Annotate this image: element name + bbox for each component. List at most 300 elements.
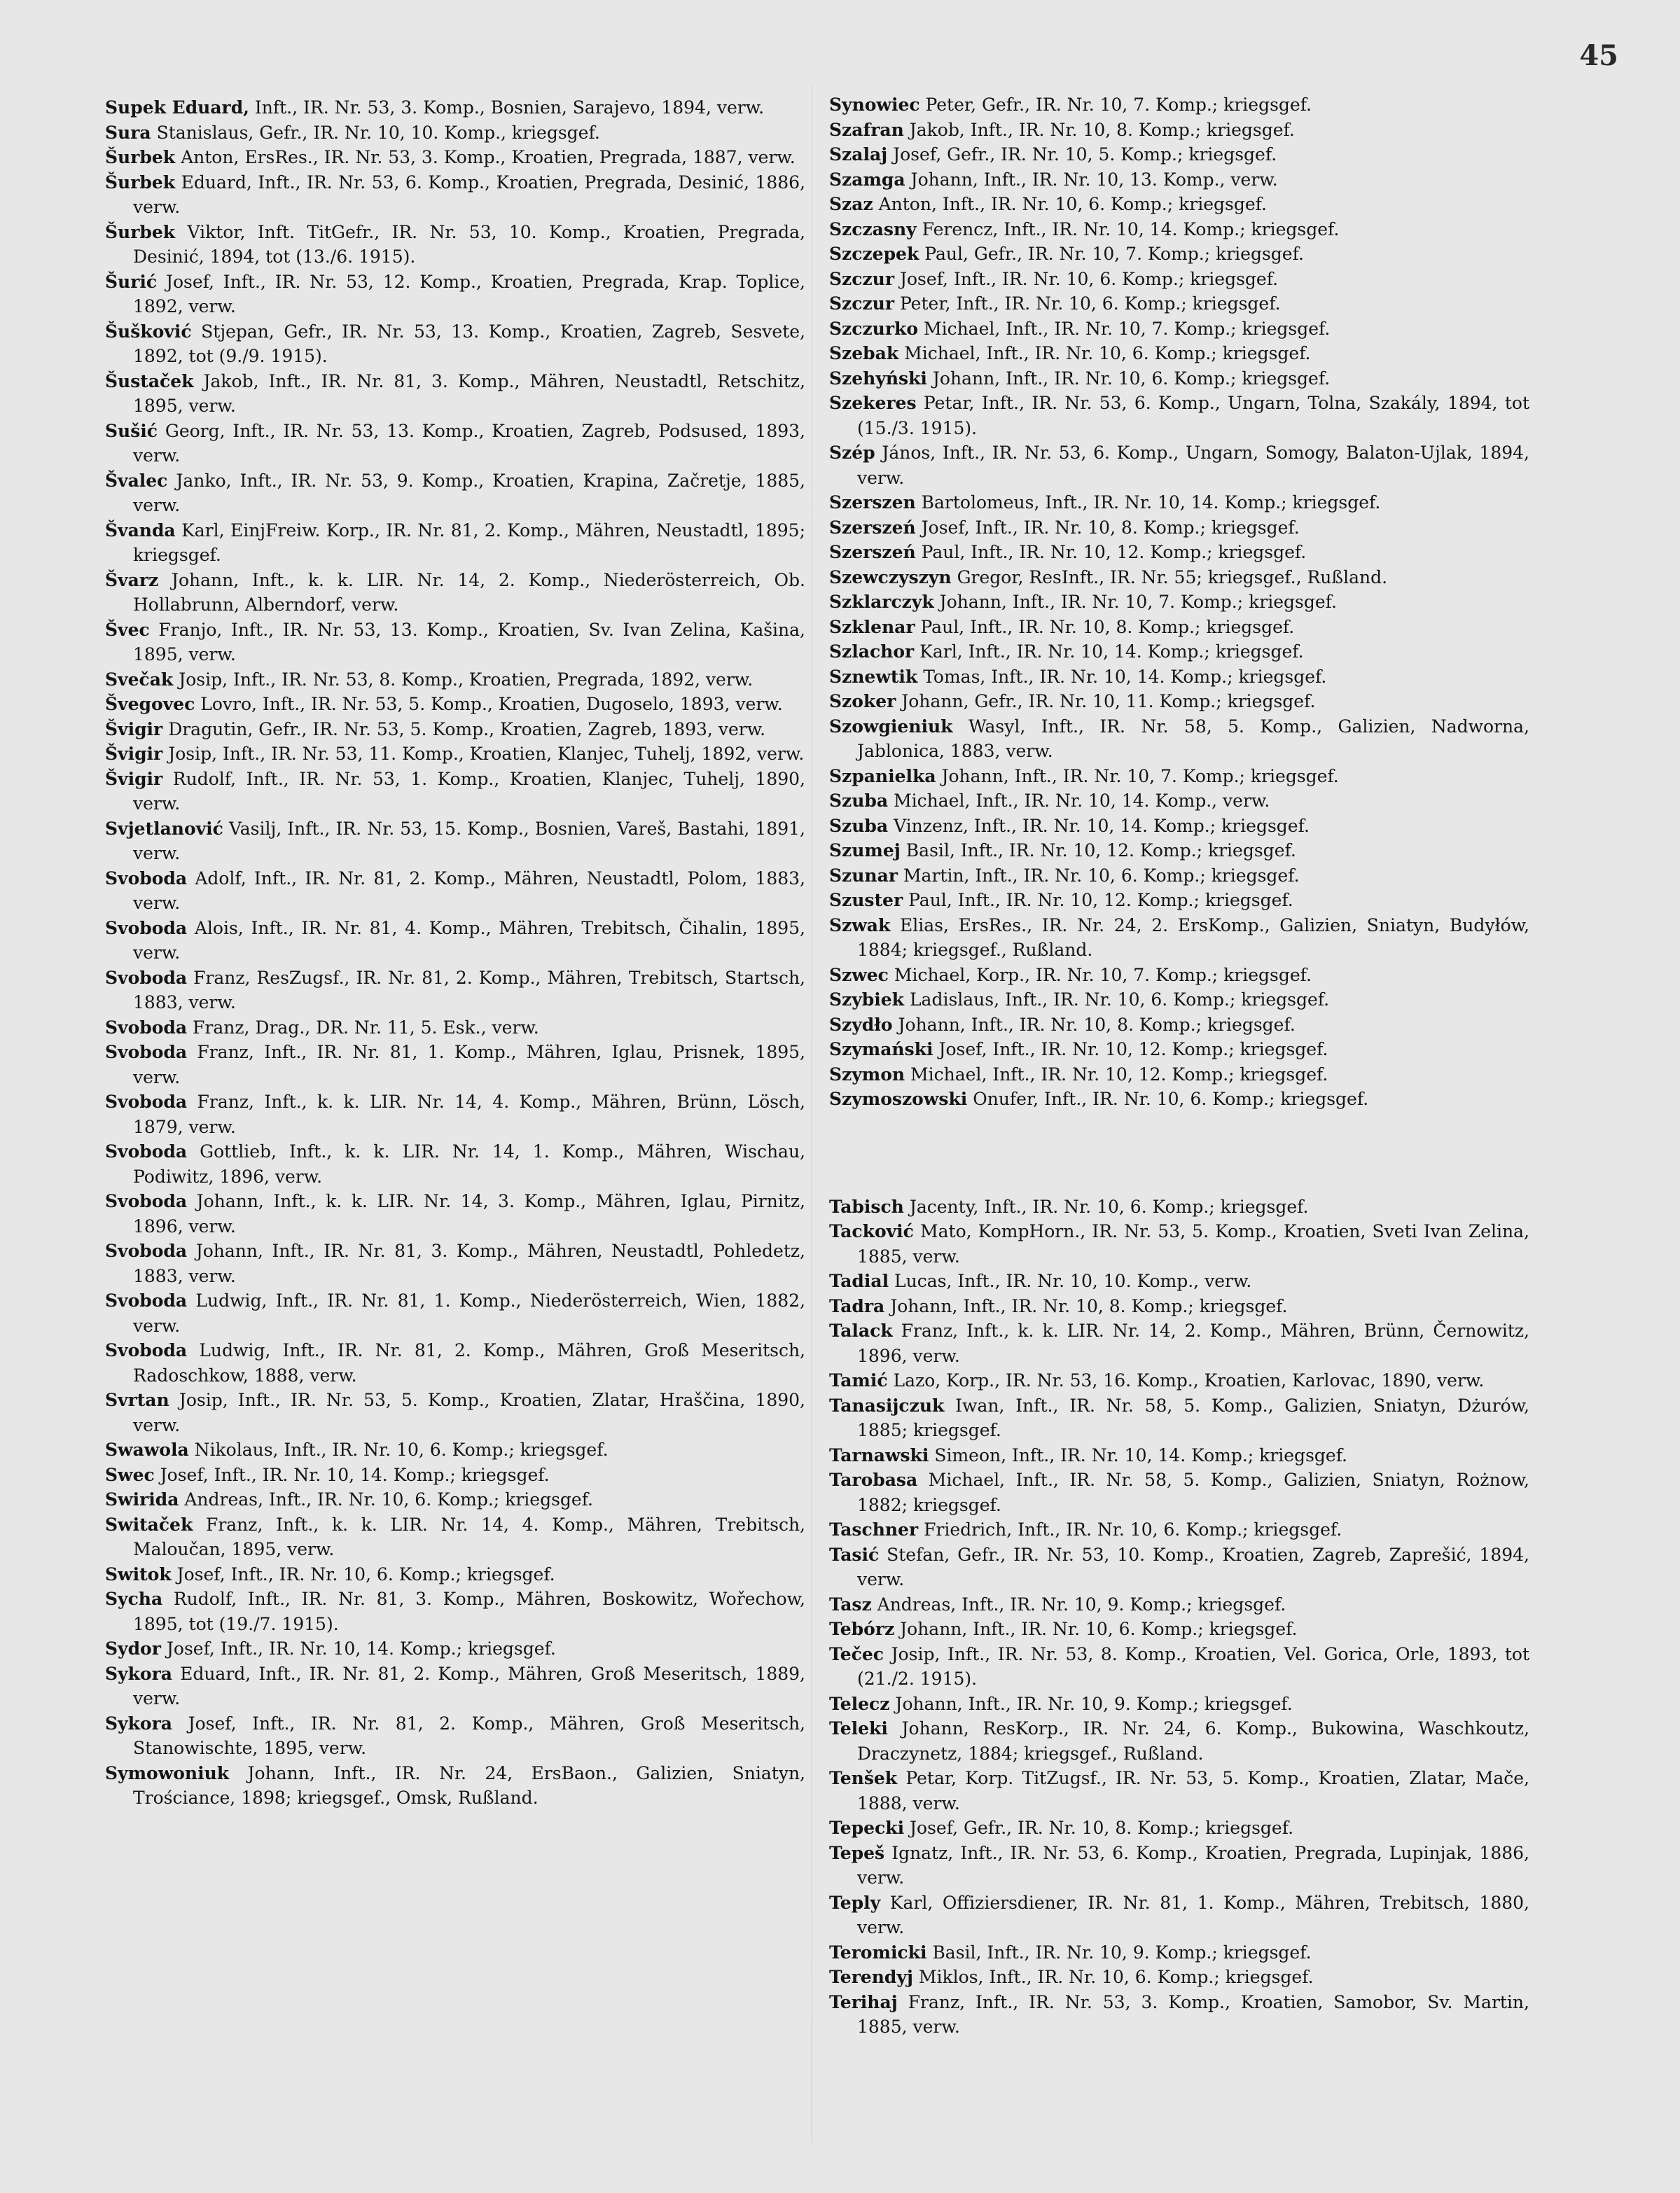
entry-surname: Švalec — [105, 470, 168, 491]
entry-surname: Supek Eduard, — [105, 97, 249, 118]
entry-surname: Szwec — [829, 964, 889, 985]
entry-details: Janko, Inft., IR. Nr. 53, 9. Komp., Kroatien, Krapina, Začretje, 1885, verw. — [133, 470, 805, 515]
list-entry — [829, 987, 1529, 1012]
list-entry — [829, 291, 1529, 316]
entry-surname: Sznewtik — [829, 666, 918, 687]
entry-details: Paul, Gefr., IR. Nr. 10, 7. Komp.; kriegsgef. — [924, 244, 1304, 264]
entry-details: Josip, Inft., IR. Nr. 53, 5. Komp., Kroatien, Zlatar, Hraščina, 1890, verw. — [133, 1390, 805, 1435]
entry-details: Jakob, Inft., IR. Nr. 81, 3. Komp., Mähren, Neustadtl, Retschitz, 1895, verw. — [133, 370, 805, 416]
entry-surname: Swirida — [105, 1489, 179, 1510]
entry-surname: Šušković — [105, 321, 192, 342]
entry-surname: Switok — [105, 1564, 172, 1585]
entry-surname: Szamga — [829, 169, 905, 190]
entry-details: Eduard, Inft., IR. Nr. 81, 2. Komp., Mähren, Groß Meseritsch, 1889, verw. — [133, 1663, 805, 1708]
entry-details: Nikolaus, Inft., IR. Nr. 10, 6. Komp.; kriegsgef. — [194, 1440, 609, 1460]
entry-surname: Szerszeń — [829, 517, 916, 538]
list-entry — [829, 267, 1529, 292]
section-spacer — [829, 1112, 1529, 1195]
entry-details: Simeon, Inft., IR. Nr. 10, 14. Komp.; kriegsgef. — [934, 1444, 1348, 1466]
list-entry — [829, 1468, 1529, 1517]
entry-details: Inft., IR. Nr. 53, 3. Komp., Bosnien, Sarajevo, 1894, verw. — [254, 97, 765, 118]
list-entry — [105, 1636, 805, 1662]
entry-surname: Svoboda — [105, 1092, 188, 1112]
entry-surname: Szuster — [829, 890, 903, 910]
entry-details: Josef, Inft., IR. Nr. 10, 8. Komp.; kriegsgef. — [921, 517, 1300, 538]
list-entry — [829, 1517, 1529, 1543]
entry-details: Jakob, Inft., IR. Nr. 10, 8. Komp.; kriegsgef. — [909, 119, 1295, 140]
entry-details: Josip, Inft., IR. Nr. 53, 8. Komp., Kroatien, Pregrada, 1892, verw. — [179, 669, 754, 690]
entry-details: Elias, ErsRes., IR. Nr. 24, 2. ErsKomp., Galizien, Sniatyn, Budyłów, 1884; kriegsgef., Rußland. — [857, 914, 1529, 960]
list-entry — [829, 1219, 1529, 1269]
list-entry — [829, 217, 1529, 242]
list-entry — [829, 1592, 1529, 1617]
list-entry — [829, 1990, 1529, 2040]
entry-details: Jacenty, Inft., IR. Nr. 10, 6. Komp.; kriegsgef. — [909, 1196, 1309, 1217]
list-entry — [105, 866, 805, 916]
entry-surname: Sykora — [105, 1663, 172, 1684]
entry-details: Michael, Korp., IR. Nr. 10, 7. Komp.; kriegsgef. — [894, 964, 1312, 985]
entry-details: Friedrich, Inft., IR. Nr. 10, 6. Komp.; kriegsgef. — [924, 1519, 1342, 1540]
entry-details: Josef, Inft., IR. Nr. 10, 6. Komp.; kriegsgef. — [176, 1564, 555, 1585]
entry-details: Johann, Inft., IR. Nr. 10, 9. Komp.; kriegsgef. — [895, 1693, 1293, 1714]
entry-details: Martin, Inft., IR. Nr. 10, 6. Komp.; kriegsgef. — [903, 865, 1300, 886]
entry-details: Franz, Inft., k. k. LIR. Nr. 14, 2. Komp., Mähren, Brünn, Černowitz, 1896, verw. — [857, 1321, 1529, 1366]
entry-surname: Šurbek — [105, 172, 176, 193]
entry-surname: Szekeres — [829, 393, 917, 413]
entry-surname: Szymoszowski — [829, 1089, 968, 1109]
left-column — [105, 95, 805, 1811]
entry-details: Stjepan, Gefr., IR. Nr. 53, 13. Komp., Kroatien, Zagreb, Sesvete, 1892, tot (9./9. 1915). — [133, 321, 805, 366]
entry-surname: Sura — [105, 122, 151, 143]
entry-details: Eduard, Inft., IR. Nr. 53, 6. Komp., Kroatien, Pregrada, Desinić, 1886, verw. — [133, 172, 805, 217]
entry-details: Ladislaus, Inft., IR. Nr. 10, 6. Komp.; kriegsgef. — [909, 989, 1330, 1010]
list-entry — [829, 440, 1529, 490]
list-entry — [829, 540, 1529, 565]
list-entry — [829, 1037, 1529, 1062]
entry-surname: Szafran — [829, 119, 904, 140]
list-entry — [105, 518, 805, 568]
entry-details: Petar, Korp. TitZugsf., IR. Nr. 53, 5. Komp., Kroatien, Zlatar, Mače, 1888, verw. — [857, 1768, 1529, 1813]
entry-surname: Sykora — [105, 1713, 172, 1734]
entry-details: Michael, Inft., IR. Nr. 10, 14. Komp., verw. — [894, 791, 1270, 811]
list-entry — [829, 1368, 1529, 1393]
entry-surname: Tacković — [829, 1221, 914, 1241]
list-entry — [105, 170, 805, 220]
list-entry — [829, 1318, 1529, 1368]
entry-surname: Švarz — [105, 569, 159, 590]
entry-surname: Szaz — [829, 194, 873, 214]
entry-surname: Svoboda — [105, 1042, 188, 1062]
list-entry — [829, 515, 1529, 541]
entry-details: Franz, Inft., k. k. LIR. Nr. 14, 4. Komp., Mähren, Trebitsch, Maloučan, 1895, verw. — [133, 1514, 805, 1559]
entry-surname: Szerszen — [829, 492, 916, 513]
list-entry — [829, 316, 1529, 342]
list-entry — [829, 764, 1529, 789]
entry-surname: Svjetlanović — [105, 818, 223, 839]
entry-details: Johann, Inft., IR. Nr. 10, 8. Komp.; kriegsgef. — [898, 1014, 1296, 1035]
entry-details: Josef, Gefr., IR. Nr. 10, 5. Komp.; kriegsgef. — [893, 144, 1277, 165]
list-entry — [105, 1239, 805, 1288]
list-entry — [105, 1015, 805, 1040]
entry-surname: Svrtan — [105, 1390, 169, 1410]
entry-details: Johann, Inft., IR. Nr. 10, 6. Komp.; kriegsgef. — [900, 1619, 1298, 1639]
entry-details: Michael, Inft., IR. Nr. 10, 6. Komp.; kriegsgef. — [904, 343, 1311, 363]
list-entry — [105, 1437, 805, 1463]
entry-details: Mato, KompHorn., IR. Nr. 53, 5. Komp., Kroatien, Sveti Ivan Zelina, 1885, verw. — [857, 1221, 1529, 1267]
list-entry — [105, 717, 805, 742]
entry-surname: Sydor — [105, 1638, 161, 1659]
list-entry — [829, 1012, 1529, 1038]
entry-details: Michael, Inft., IR. Nr. 10, 12. Komp.; kriegsgef. — [910, 1064, 1328, 1085]
entry-surname: Terihaj — [829, 1991, 898, 2012]
list-entry — [829, 913, 1529, 963]
entry-surname: Tepeš — [829, 1842, 885, 1863]
entry-surname: Svoboda — [105, 1340, 188, 1360]
entry-details: Josip, Inft., IR. Nr. 53, 8. Komp., Kroatien, Vel. Gorica, Orle, 1893, tot (21./2. 1915). — [857, 1643, 1529, 1689]
list-entry — [829, 1940, 1529, 1965]
list-entry — [829, 1393, 1529, 1443]
entry-details: Ferencz, Inft., IR. Nr. 10, 14. Komp.; kriegsgef. — [922, 218, 1340, 239]
entry-details: Dragutin, Gefr., IR. Nr. 53, 5. Komp., Kroatien, Zagreb, 1893, verw. — [168, 718, 766, 739]
list-entry — [829, 615, 1529, 640]
list-entry — [829, 1062, 1529, 1087]
entry-surname: Tadra — [829, 1295, 885, 1316]
entry-surname: Tanasijczuk — [829, 1395, 945, 1416]
list-entry — [105, 95, 805, 120]
entry-surname: Švigir — [105, 744, 163, 764]
entry-details: Georg, Inft., IR. Nr. 53, 13. Komp., Kroatien, Zagreb, Podsused, 1893, verw. — [133, 420, 805, 466]
entry-details: Franz, Inft., k. k. LIR. Nr. 14, 4. Komp., Mähren, Brünn, Lösch, 1879, verw. — [133, 1092, 805, 1137]
entry-surname: Švigir — [105, 768, 163, 789]
list-entry — [829, 714, 1529, 764]
list-entry — [105, 270, 805, 319]
entry-surname: Terendyj — [829, 1967, 913, 1987]
entry-surname: Szebak — [829, 343, 899, 363]
list-entry — [829, 192, 1529, 217]
entry-details: Johann, Inft., IR. Nr. 81, 3. Komp., Mähren, Neustadtl, Pohledetz, 1883, verw. — [133, 1241, 805, 1286]
list-entry — [105, 1189, 805, 1239]
entry-details: Vasilj, Inft., IR. Nr. 53, 15. Komp., Bosnien, Vareš, Bastahi, 1891, verw. — [133, 818, 805, 863]
entry-surname: Tebórz — [829, 1619, 895, 1639]
entry-surname: Svečak — [105, 669, 174, 690]
casualty-list-left — [105, 95, 805, 1811]
entry-details: Lovro, Inft., IR. Nr. 53, 5. Komp., Kroatien, Dugoselo, 1893, verw. — [200, 694, 783, 714]
list-entry — [105, 966, 805, 1015]
list-entry — [829, 242, 1529, 267]
entry-details: Johann, Inft., IR. Nr. 10, 7. Komp.; kriegsgef. — [941, 765, 1339, 786]
list-entry — [829, 1617, 1529, 1642]
entry-surname: Szewczyszyn — [829, 566, 952, 587]
list-entry — [105, 1040, 805, 1089]
list-entry — [829, 689, 1529, 714]
entry-surname: Tasz — [829, 1594, 872, 1615]
entry-details: Franz, Drag., DR. Nr. 11, 5. Esk., verw. — [193, 1017, 539, 1038]
list-entry — [829, 1816, 1529, 1841]
entry-surname: Szép — [829, 443, 875, 463]
list-entry — [105, 1388, 805, 1437]
entry-surname: Szpanielka — [829, 765, 936, 786]
list-entry — [105, 692, 805, 717]
list-entry — [829, 1642, 1529, 1692]
list-entry — [829, 118, 1529, 143]
entry-details: Stefan, Gefr., IR. Nr. 53, 10. Komp., Kroatien, Zagreb, Zaprešić, 1894, verw. — [857, 1544, 1529, 1589]
entry-details: Paul, Inft., IR. Nr. 10, 8. Komp.; kriegsgef. — [920, 616, 1295, 637]
entry-details: Johann, Inft., IR. Nr. 10, 13. Komp., verw. — [910, 169, 1278, 190]
list-entry — [105, 1587, 805, 1636]
entry-surname: Szoker — [829, 691, 896, 711]
list-entry — [829, 1294, 1529, 1319]
entry-surname: Szymon — [829, 1064, 905, 1085]
list-entry — [829, 814, 1529, 839]
list-entry — [105, 1562, 805, 1587]
page-number: 45 — [1579, 39, 1618, 72]
list-entry — [105, 120, 805, 146]
entry-surname: Šustaček — [105, 370, 194, 391]
entry-details: Josef, Inft., IR. Nr. 81, 2. Komp., Mähren, Groß Meseritsch, Stanowischte, 1895, verw. — [133, 1713, 805, 1758]
column-gutter — [811, 84, 812, 2143]
entry-details: Anton, ErsRes., IR. Nr. 53, 3. Komp., Kroatien, Pregrada, 1887, verw. — [181, 147, 796, 167]
entry-surname: Szalaj — [829, 144, 888, 165]
list-entry — [829, 1965, 1529, 1990]
entry-details: Andreas, Inft., IR. Nr. 10, 9. Komp.; kriegsgef. — [877, 1594, 1286, 1615]
entry-details: Johann, Inft., IR. Nr. 10, 8. Komp.; kriegsgef. — [890, 1295, 1288, 1316]
entry-surname: Taschner — [829, 1519, 919, 1540]
entry-surname: Szowgieniuk — [829, 716, 953, 737]
entry-details: Karl, Offiziersdiener, IR. Nr. 81, 1. Komp., Mähren, Trebitsch, 1880, verw. — [857, 1892, 1529, 1937]
entry-surname: Szczur — [829, 293, 895, 314]
entry-details: Miklos, Inft., IR. Nr. 10, 6. Komp.; kriegsgef. — [918, 1967, 1314, 1987]
entry-surname: Szlachor — [829, 641, 915, 662]
entry-surname: Tepecki — [829, 1818, 905, 1838]
entry-details: Anton, Inft., IR. Nr. 10, 6. Komp.; kriegsgef. — [878, 194, 1267, 214]
list-entry — [105, 369, 805, 419]
list-entry — [829, 391, 1529, 440]
entry-surname: Tabisch — [829, 1196, 904, 1217]
casualty-list-right-s — [829, 92, 1529, 1112]
entry-surname: Szklenar — [829, 616, 915, 637]
list-entry — [829, 1692, 1529, 1717]
entry-surname: Svoboda — [105, 1290, 188, 1311]
list-entry — [829, 92, 1529, 118]
list-entry — [829, 1766, 1529, 1816]
entry-surname: Szczasny — [829, 218, 917, 239]
entry-details: Bartolomeus, Inft., IR. Nr. 10, 14. Komp.; kriegsgef. — [921, 492, 1381, 513]
list-entry — [829, 1195, 1529, 1220]
entry-surname: Šurbek — [105, 221, 176, 242]
entry-surname: Tamić — [829, 1370, 888, 1391]
list-entry — [829, 1841, 1529, 1891]
entry-details: Lucas, Inft., IR. Nr. 10, 10. Komp., verw. — [894, 1271, 1252, 1291]
list-entry — [829, 167, 1529, 193]
entry-surname: Szymański — [829, 1039, 933, 1059]
entry-surname: Tenšek — [829, 1768, 898, 1788]
entry-details: Ludwig, Inft., IR. Nr. 81, 2. Komp., Mähren, Groß Meseritsch, Radoschkow, 1888, verw. — [133, 1340, 805, 1386]
list-entry — [829, 590, 1529, 615]
list-entry — [105, 1288, 805, 1338]
entry-surname: Telecz — [829, 1693, 890, 1714]
entry-details: Franz, Inft., IR. Nr. 81, 1. Komp., Mähren, Iglau, Prisnek, 1895, verw. — [133, 1042, 805, 1087]
entry-details: Franjo, Inft., IR. Nr. 53, 13. Komp., Kroatien, Sv. Ivan Zelina, Kašina, 1895, verw. — [133, 619, 805, 664]
list-entry — [829, 838, 1529, 863]
entry-surname: Szunar — [829, 865, 898, 886]
entry-details: Ludwig, Inft., IR. Nr. 81, 1. Komp., Niederösterreich, Wien, 1882, verw. — [133, 1290, 805, 1336]
entry-surname: Talack — [829, 1321, 893, 1341]
entry-details: Johann, Inft., IR. Nr. 10, 7. Komp.; kriegsgef. — [939, 592, 1337, 612]
entry-details: Franz, Inft., IR. Nr. 53, 3. Komp., Kroatien, Samobor, Sv. Martin, 1885, verw. — [857, 1991, 1529, 2037]
entry-details: Franz, ResZugsf., IR. Nr. 81, 2. Komp., Mähren, Trebitsch, Startsch, 1883, verw. — [133, 967, 805, 1012]
list-entry — [829, 565, 1529, 590]
entry-details: Petar, Inft., IR. Nr. 53, 6. Komp., Ungarn, Tolna, Szakály, 1894, tot (15./3. 1915). — [857, 393, 1529, 438]
entry-surname: Szczur — [829, 268, 895, 289]
entry-details: Rudolf, Inft., IR. Nr. 53, 1. Komp., Kroatien, Klanjec, Tuhelj, 1890, verw. — [133, 768, 805, 814]
entry-details: Josef, Inft., IR. Nr. 10, 14. Komp.; kriegsgef. — [166, 1638, 556, 1659]
entry-surname: Svoboda — [105, 868, 188, 889]
list-entry — [105, 468, 805, 518]
entry-surname: Szklarczyk — [829, 592, 934, 612]
list-entry — [829, 1716, 1529, 1766]
entry-surname: Svoboda — [105, 1241, 188, 1261]
list-entry — [829, 1891, 1529, 1940]
list-entry — [829, 1269, 1529, 1294]
entry-surname: Tasić — [829, 1544, 880, 1565]
entry-details: Alois, Inft., IR. Nr. 81, 4. Komp., Mähren, Trebitsch, Čihalin, 1895, verw. — [133, 917, 805, 963]
list-entry — [105, 1512, 805, 1562]
list-entry — [105, 1662, 805, 1711]
entry-surname: Switaček — [105, 1514, 193, 1535]
list-entry — [829, 1443, 1529, 1468]
entry-surname: Svoboda — [105, 1017, 188, 1038]
list-entry — [105, 419, 805, 468]
list-entry — [105, 1139, 805, 1189]
entry-surname: Sycha — [105, 1589, 163, 1609]
entry-surname: Švanda — [105, 520, 176, 541]
list-entry — [105, 1089, 805, 1139]
entry-surname: Szwak — [829, 914, 891, 935]
entry-surname: Svoboda — [105, 917, 188, 938]
entry-details: Ignatz, Inft., IR. Nr. 53, 6. Komp., Kroatien, Pregrada, Lupinjak, 1886, verw. — [857, 1842, 1529, 1888]
entry-surname: Szczepek — [829, 244, 919, 264]
entry-details: Vinzenz, Inft., IR. Nr. 10, 14. Komp.; kriegsgef. — [894, 815, 1310, 836]
entry-details: Adolf, Inft., IR. Nr. 81, 2. Komp., Mähren, Neustadtl, Polom, 1883, verw. — [133, 868, 805, 913]
entry-surname: Symowoniuk — [105, 1762, 230, 1783]
entry-surname: Szybiek — [829, 989, 904, 1010]
entry-surname: Szczurko — [829, 318, 919, 339]
entry-surname: Teply — [829, 1892, 881, 1913]
entry-surname: Szehyński — [829, 368, 927, 389]
entry-details: Johann, Inft., IR. Nr. 10, 6. Komp.; kriegsgef. — [932, 368, 1331, 389]
list-entry — [829, 1543, 1529, 1592]
list-entry — [105, 319, 805, 369]
list-entry — [829, 341, 1529, 366]
entry-surname: Swawola — [105, 1440, 189, 1460]
list-entry — [829, 490, 1529, 515]
entry-details: Johann, Inft., k. k. LIR. Nr. 14, 2. Komp., Niederösterreich, Ob. Hollabrunn, Alberndorf, verw. — [133, 569, 805, 615]
entry-details: Josip, Inft., IR. Nr. 53, 11. Komp., Kroatien, Klanjec, Tuhelj, 1892, verw. — [168, 744, 805, 764]
entry-surname: Šurić — [105, 271, 158, 292]
entry-surname: Švigir — [105, 718, 163, 739]
list-entry — [105, 1463, 805, 1488]
entry-surname: Svoboda — [105, 1141, 188, 1162]
entry-surname: Tarobasa — [829, 1470, 918, 1490]
entry-details: Johann, Gefr., IR. Nr. 10, 11. Komp.; kriegsgef. — [901, 691, 1316, 711]
entry-details: Karl, EinjFreiw. Korp., IR. Nr. 81, 2. Komp., Mähren, Neustadtl, 1895; kriegsgef. — [133, 520, 805, 565]
list-entry — [105, 816, 805, 866]
list-entry — [829, 863, 1529, 889]
entry-details: Basil, Inft., IR. Nr. 10, 12. Komp.; kriegsgef. — [905, 840, 1296, 861]
entry-details: Iwan, Inft., IR. Nr. 58, 5. Komp., Galizien, Sniatyn, Dżurów, 1885; kriegsgef. — [857, 1395, 1529, 1440]
entry-surname: Svoboda — [105, 967, 188, 988]
list-entry — [105, 1761, 805, 1811]
list-entry — [105, 1338, 805, 1388]
list-entry — [105, 916, 805, 966]
entry-details: Michael, Inft., IR. Nr. 10, 7. Komp.; kriegsgef. — [923, 318, 1331, 339]
entry-surname: Švegovec — [105, 694, 195, 714]
entry-details: Tomas, Inft., IR. Nr. 10, 14. Komp.; kriegsgef. — [923, 666, 1327, 687]
list-entry — [829, 639, 1529, 664]
entry-details: Michael, Inft., IR. Nr. 58, 5. Komp., Galizien, Sniatyn, Rożnow, 1882; kriegsgef. — [857, 1470, 1529, 1515]
entry-surname: Synowiec — [829, 95, 920, 115]
list-entry — [829, 142, 1529, 167]
entry-surname: Szuba — [829, 791, 889, 811]
entry-details: Andreas, Inft., IR. Nr. 10, 6. Komp.; kriegsgef. — [184, 1489, 594, 1510]
list-entry — [829, 888, 1529, 913]
entry-surname: Tarnawski — [829, 1444, 929, 1466]
casualty-list-right-t — [829, 1195, 1529, 2040]
right-column — [829, 92, 1529, 2040]
entry-details: Gregor, ResInft., IR. Nr. 55; kriegsgef., Rußland. — [957, 566, 1388, 587]
list-entry — [829, 963, 1529, 988]
entry-surname: Sušić — [105, 420, 158, 441]
entry-details: János, Inft., IR. Nr. 53, 6. Komp., Ungarn, Somogy, Balaton-Ujlak, 1894, verw. — [857, 443, 1529, 488]
list-entry — [105, 145, 805, 170]
entry-details: Josef, Gefr., IR. Nr. 10, 8. Komp.; kriegsgef. — [910, 1818, 1294, 1838]
entry-details: Josef, Inft., IR. Nr. 53, 12. Komp., Kroatien, Pregrada, Krap. Toplice, 1892, verw. — [133, 271, 805, 316]
list-entry — [105, 767, 805, 816]
list-entry — [105, 618, 805, 667]
entry-surname: Svoboda — [105, 1191, 188, 1211]
entry-details: Peter, Gefr., IR. Nr. 10, 7. Komp.; kriegsgef. — [925, 95, 1312, 115]
entry-details: Gottlieb, Inft., k. k. LIR. Nr. 14, 1. Komp., Mähren, Wischau, Podiwitz, 1896, verw. — [133, 1141, 805, 1187]
entry-details: Onufer, Inft., IR. Nr. 10, 6. Komp.; kriegsgef. — [973, 1089, 1369, 1109]
entry-surname: Szerszeń — [829, 542, 916, 562]
entry-details: Johann, ResKorp., IR. Nr. 24, 6. Komp., Bukowina, Waschkoutz, Draczynetz, 1884; kriegsgef., Rußland. — [857, 1718, 1529, 1764]
list-entry — [105, 1487, 805, 1512]
entry-surname: Teleki — [829, 1718, 888, 1739]
entry-details: Basil, Inft., IR. Nr. 10, 9. Komp.; kriegsgef. — [932, 1942, 1312, 1963]
entry-details: Lazo, Korp., IR. Nr. 53, 16. Komp., Kroatien, Karlovac, 1890, verw. — [893, 1370, 1485, 1391]
list-entry — [105, 667, 805, 692]
entry-details: Johann, Inft., k. k. LIR. Nr. 14, 3. Komp., Mähren, Iglau, Pirnitz, 1896, verw. — [133, 1191, 805, 1237]
entry-details: Wasyl, Inft., IR. Nr. 58, 5. Komp., Galizien, Nadworna, Jablonica, 1883, verw. — [857, 716, 1529, 761]
entry-surname: Švec — [105, 619, 150, 640]
entry-surname: Teromicki — [829, 1942, 927, 1963]
entry-details: Karl, Inft., IR. Nr. 10, 14. Komp.; kriegsgef. — [919, 641, 1304, 662]
entry-details: Stanislaus, Gefr., IR. Nr. 10, 10. Komp., kriegsgef. — [156, 122, 600, 143]
list-entry — [829, 664, 1529, 690]
entry-surname: Šurbek — [105, 147, 176, 167]
list-entry — [105, 742, 805, 767]
entry-details: Viktor, Inft. TitGefr., IR. Nr. 53, 10. Komp., Kroatien, Pregrada, Desinić, 1894, tot (13./6. 1915). — [133, 221, 805, 267]
entry-surname: Szydło — [829, 1014, 893, 1035]
entry-surname: Swec — [105, 1464, 155, 1485]
entry-details: Josef, Inft., IR. Nr. 10, 12. Komp.; kriegsgef. — [938, 1039, 1328, 1059]
entry-surname: Szuba — [829, 815, 889, 836]
entry-details: Paul, Inft., IR. Nr. 10, 12. Komp.; kriegsgef. — [908, 890, 1293, 910]
list-entry — [829, 366, 1529, 391]
entry-details: Josef, Inft., IR. Nr. 10, 6. Komp.; kriegsgef. — [899, 268, 1279, 289]
entry-surname: Szumej — [829, 840, 901, 861]
list-entry — [829, 1087, 1529, 1112]
